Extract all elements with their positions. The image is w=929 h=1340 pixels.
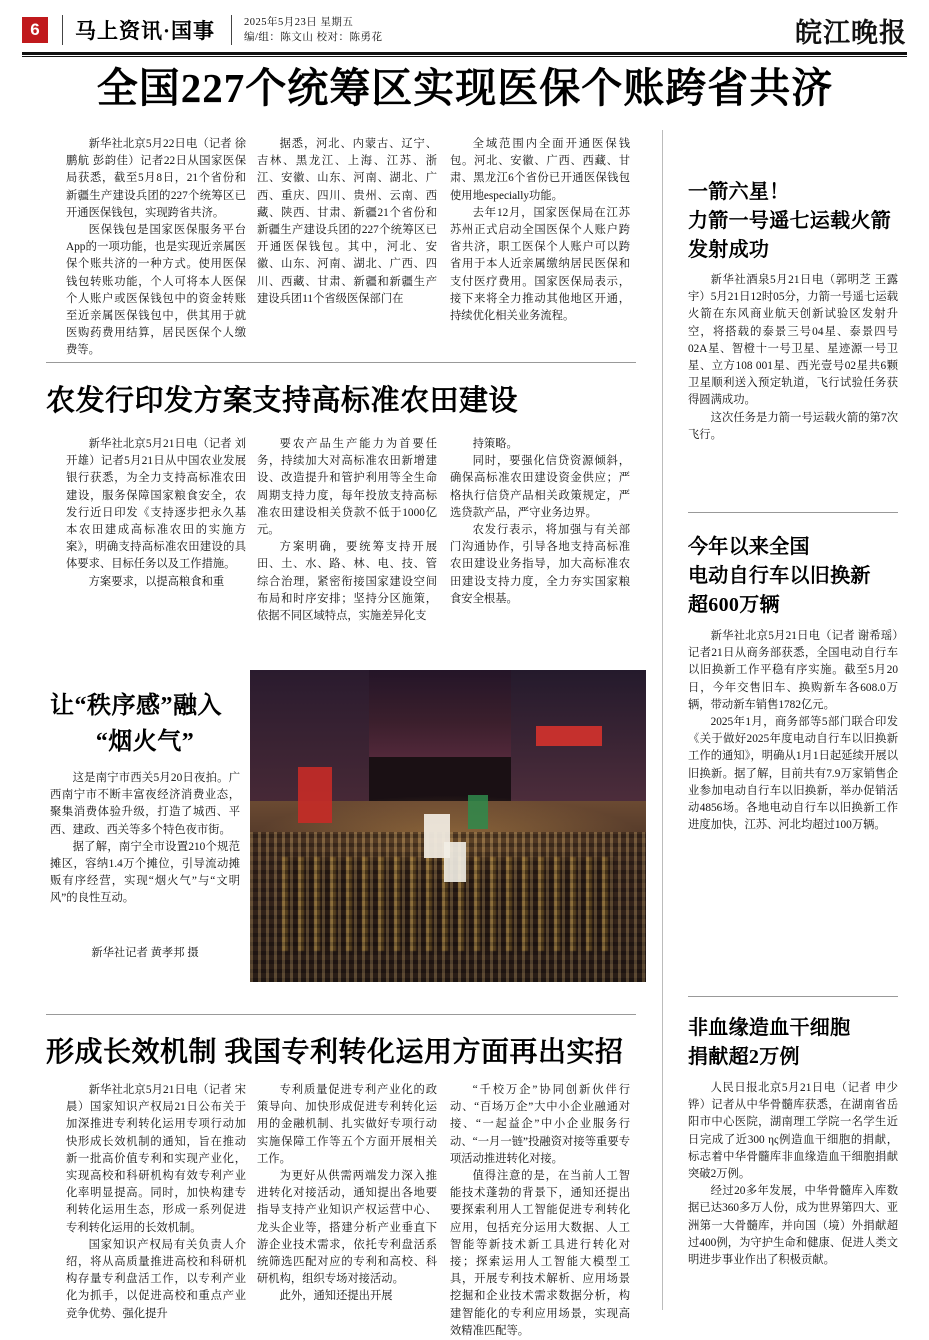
sidebar-rule-1 [688, 512, 898, 513]
story-4-top-rule [46, 1014, 636, 1015]
photo-caption: 新华社记者 黄孝邦 摄 [91, 947, 199, 959]
story-4-col-3: “千校万企”协同创新伙伴行动、“百场万企”大中小企业融通对接、“一起益企”中小企业服务行动、“一月一链”投融资对接等重要专项活动推进转化对接。 值得注意的是，在当前人工智能技术蓬勃的背景下，通知还提出要探索利用人工智能促进专利转化应用，包括充分运用大数据、人工智能等新技术新工具进行转化对接；探索运用人工智能大模型工具，开展专利技术解析、应用场景挖掘和企业技术需求数据分析，构建智能化的专利应用场景，实现高效精准匹配等。 [450, 1084, 630, 1337]
masthead-rule [22, 52, 907, 55]
story-2-top-rule [46, 362, 636, 363]
sidebar-headline-line: 力箭一号遥七运载火箭 [688, 210, 891, 232]
photo-sign-green [468, 795, 488, 829]
story-4-col-1: 新华社北京5月21日电（记者 宋晨）国家知识产权局21日公布关于加深推进专利转化运用专项行动加快形成长效机制的通知，旨在推动新一批高价值专利和实现产业化，实现高校和科研机构有效专利产业化率明显提高。同时，加快构建专利转化运用生态，形成一系列促进专利转化运用的长效机制。 国家知识产权局有关负责人介绍，将从高质量推进高校和科研机构存量专利盘活工作，以专利产业化为抓手，以促进高校和重点产业竞争优势、强化提升 [66, 1084, 246, 1320]
story-2-headline: 农发行印发方案支持高标准农田建设 [46, 385, 519, 417]
photo-sign-white-2 [444, 842, 466, 882]
sidebar-story-stemcell-headline [688, 1014, 898, 1072]
sidebar-headline-line: 今年以来全国 [688, 536, 810, 558]
sidebar-story-stemcell-body: 人民日报北京5月21日电（记者 申少铧）记者从中华骨髓库获悉，在湖南省岳阳市中心医院，湖南理工学院一名学生近日完成了近300 ης例造血干细胞的捐献，标志着中华骨髓库非血缘造血干细胞捐献突破2万例。 经过20多年发展，中华骨髓库入库数据已达360多万人份，成为世界第四大、亚洲第一大骨髓库，并向国（境）外捐献超过400例，为守护生命和健康、促进人类文明进步事业作出了积极贡献。 [688, 1082, 898, 1267]
story-4-headline: 形成长效机制 我国专利转化运用方面再出实招 [46, 1037, 624, 1068]
photo-sign-red-top [536, 726, 602, 746]
editor-credits: 编/组：陈文山 校对：陈勇花 [244, 32, 383, 43]
sidebar-story-rocket-headline [688, 178, 898, 265]
sidebar-story-ebike-headline [688, 533, 898, 620]
story-3-headline-line-2: “烟火气” [95, 729, 195, 755]
sidebar-headline-line: 捐献超2万例 [688, 1046, 800, 1068]
story-3-headline-line-1: 让“秩序感”融入 [50, 693, 222, 719]
sidebar-headline-line: 一箭六星！ [688, 181, 790, 203]
page-title: 全国227个统筹区实现医保个账跨省共济 [96, 65, 834, 111]
section-name: 马上资讯·国事 [75, 19, 216, 43]
sidebar-story-ebike-body: 新华社北京5月21日电（记者 谢希瑶）记者21日从商务部获悉，全国电动自行车以旧换新工作平稳有序实施。截至5月20日，今年交售旧车、换购新车各608.0万辆，带动新车销售1782亿元。 2025年1月，商务部等5部门联合印发《关于做好2025年度电动自行车以旧换新工作的通知》，明确从1月1日起延续开展以旧换新。据了解，目前共有7.9万家销售企业参加电动自行车以旧换新，举办促销活动4856场。各地电动自行车以旧换新工作进度加快，江苏、河北均超过100万辆。 [688, 630, 898, 832]
sidebar-headline-line: 电动自行车以旧换新 [688, 565, 871, 587]
story-4-col-2: 专利质量促进专利产业化的政策导向、加快形成促进专利转化运用的金融机制、扎实做好专项行动实施保障工作等五个方面开展相关工作。 为更好从供需两端发力深入推进转化对接活动，通知提出各地要指导支持产业知识产权运营中心、龙头企业等，搭建分析产业垂直下游企业技术需求，依托专利盘活系统筛选匹配对应的专利和高校、科研机构，组织专场对接活动。 此外，通知还提出开展 [257, 1084, 437, 1303]
sidebar-headline-line: 发射成功 [688, 239, 770, 261]
paper-name: 皖江晚报 [795, 17, 907, 48]
masthead-divider-2 [231, 15, 232, 45]
masthead [22, 10, 907, 50]
sidebar-story-rocket-body: 新华社酒泉5月21日电（郭明芝 王露宇）5月21日12时05分，力箭一号遥七运载火箭在东风商业航天创新试验区发射升空，将搭载的泰景三号04星、泰景四号02A星、智橙十一号卫星、星迹源一号卫星、立方108 001星、西光壹号02星共6颗卫星顺利送入预定轨道，飞行试验任务获得圆满成功。 这次任务是力箭一号运载火箭的第7次飞行。 [688, 274, 898, 441]
photo-sign-red-left [298, 767, 332, 823]
lead-story-col-1: 新华社北京5月22日电（记者 徐鹏航 彭韵佳）记者22日从国家医保局获悉，截至5月8日，21个省份和新疆生产建设兵团的227个统筹区已开通医保钱包，实现跨省共济。 医保钱包是国家医保服务平台App的一项功能，也是实现近亲属医保个账共济的一种方式。使用医保钱包转账功能，个人可将本人医保个人账户或医保钱包中的资金转账至近亲属医保钱包中，供其用于就医购药费用结算，居民医保个人缴费等。 [66, 138, 246, 357]
story-2-col-2: 要农产品生产能力为首要任务，持续加大对高标准农田新增建设、改造提升和管护利用等全生命周期支持力度，每年投放支持高标准农田建设相关贷款不低于1000亿元。 方案明确，要统筹支持开展田、土、水、路、林、电、技、管综合治理，紧密衔接国家建设空间布局和时序安排；坚持分区施策，依据不同区域特点，实施差异化支 [257, 438, 437, 623]
story-2-col-1: 新华社北京5月21日电（记者 刘开雄）记者5月21日从中国农业发展银行获悉，为全力支持高标准农田建设，服务保障国家粮食安全，农发行近日印发《支持逐步把永久基本农田建成高标准农田的实施方案》，明确支持高标准农田建设的具体要求、目标任务以及工作措施。 方案要求，以提高粮食和重 [66, 438, 246, 588]
publication-date: 2025年5月23日 星期五 [244, 17, 354, 28]
masthead-rule-thin [22, 56, 907, 57]
sidebar-headline-line: 非血缘造血干细胞 [688, 1017, 851, 1039]
story-3-body: 这是南宁市西关5月20日夜拍。广西南宁市不断丰富夜经济消费业态，聚集消费体验升级，打造了城西、平西、建政、西关等多个特色夜市街。 据了解，南宁全市设置210个规范摊区，容纳1.4万个摊位，引导流动摊贩有序经营，实现“烟火气”与“文明风”的良性互动。 [50, 772, 240, 905]
lead-story-col-2: 据悉，河北、内蒙古、辽宁、吉林、黑龙江、上海、江苏、浙江、安徽、山东、河南、湖北、广西、重庆、四川、贵州、云南、西藏、陕西、甘肃、新疆21个省份和新疆生产建设兵团的227个统筹区已开通医保钱包。其中，河北、安徽、山东、河南、湖北、广西、四川、西藏、甘肃、新疆和新疆生产建设兵团11个省级医保部门在 [257, 138, 437, 305]
story-3-headline [50, 688, 240, 760]
column-separator-main [662, 130, 663, 1310]
page-number: 6 [22, 17, 48, 43]
masthead-divider-1 [62, 15, 63, 45]
sidebar-headline-line: 超600万辆 [688, 594, 780, 616]
lead-story-col-3: 全域范围内全面开通医保钱包。河北、安徽、广西、西藏、甘肃、黑龙江6个省份已开通医保钱包使用地especially功能。 去年12月，国家医保局在江苏苏州正式启动全国医保个人账户跨省共济，职工医保个人账户可以跨省用于本人近亲属缴纳居民医保和支付医疗费用。国家医保局表示，接下来将全力推动其他地区开通，持续优化相关业务流程。 [450, 138, 630, 323]
story-2-col-3: 持策略。 同时，要强化信贷资源倾斜，确保高标准农田建设资金供应；严格执行信贷产品相关政策规定，严选贷款产品，严守业务边界。 农发行表示，将加强与有关部门沟通协作，引导各地支持高标准农田建设业务指导，加大高标准农田建设支持力度，全力夯实国家粮食安全根基。 [450, 438, 630, 605]
masthead-meta [244, 15, 383, 45]
sidebar-rule-2 [688, 996, 898, 997]
night-market-photo [250, 670, 646, 982]
